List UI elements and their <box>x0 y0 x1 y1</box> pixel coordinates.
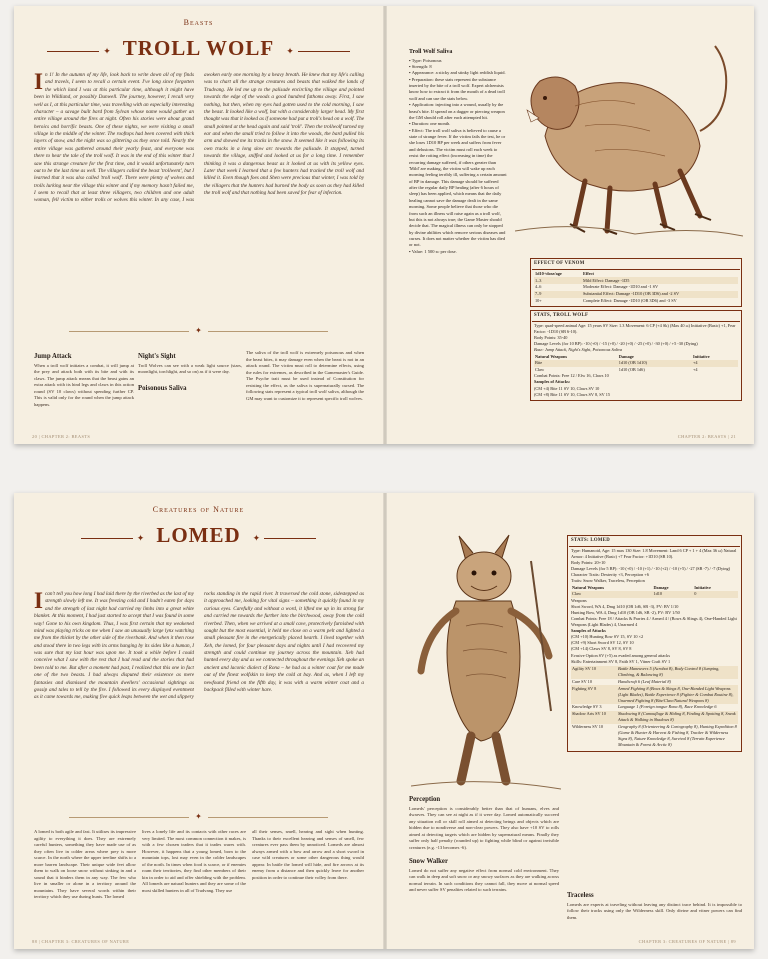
table-row <box>571 591 738 598</box>
troll-wolf-illustration <box>515 26 743 241</box>
stats-line: Body Points: 35-40 <box>534 334 568 340</box>
table-cell: Damage <box>653 584 669 590</box>
ability-jump-attack <box>34 350 134 408</box>
table-cell: Fighting SV 8 <box>571 685 617 704</box>
snow-walker-text: Lomed do not suffer any negative effect from normal cold environment. They can walk in deep and soft snow or any snowy surfaces as they are walking across normal terrain. In such conditions they cannot fall, they move at normal speed and never suffer SV penalties related to such terrains. <box>409 867 559 893</box>
intro-prose <box>34 588 364 807</box>
table-row <box>571 724 738 749</box>
table-cell: Agility SV 10 <box>571 666 617 679</box>
weapons-label: Weapons <box>571 597 587 603</box>
table-cell: Language 1 (Foreign tongue Rona 8), Race Knowledge 6 <box>618 704 717 710</box>
ability-text: When a troll wolf initiates a combat, it will jump at the prey and attack both with its bite and with its claws. The jump attack means that the beast gains an extra attack with its hind legs and claws in this action round (SV 10 claws) without spending further CP. This is valid only for the round when the jump attack happens. <box>34 362 134 407</box>
ability-nights-sight <box>138 350 242 394</box>
table-row <box>534 277 738 284</box>
page-title: LOMED <box>156 523 241 547</box>
stats-heading: STATS, TROLL WOLF <box>532 312 740 322</box>
page-20 <box>14 6 383 444</box>
weapon-line: Hunting Bow, WA 4, Dmg 1d10 (OB 1d6, SB -2), FV: BV 1/50 <box>571 609 680 615</box>
diamond-ornament-icon: ✦ <box>252 532 261 543</box>
table-cell: Damage <box>618 353 634 359</box>
table-cell: +4 <box>692 360 738 367</box>
page-21 <box>387 6 754 444</box>
saliva-item: • Preparation: these stats represent the substance inserted by the bite of a troll wolf. Expert alchemists know how to extract it from the mouth of a dead troll wolf and can use the stats below. <box>409 77 507 103</box>
traceless-text: Lomeds are experts at traveling without leaving any distinct trace behind. It is impossible to follow their tracks using only the Wilderness skill. Only divine and vitner powers can find them. <box>567 901 742 920</box>
page-89 <box>387 493 754 949</box>
table-cell: Armed Fighting 8 (Bows & Slings 8, One-Handed Light Weapons (Light Blades), Battle Experience 8 (Fighter & Combat Routine 8), Unarmed Fighting 8 (Bite/Claw/Natural Weapons 8) <box>617 685 738 704</box>
prose-col1: can't tell you how long I had laid there by the riverbed as the last of my strength slowly left me. It was freezing cold and I hadn't eaten for days and the strength of last night had carried my limbs into a great white blanket. At this moment, I had just started to accept that I was found in some way! Gone to his own kingdom. Thus, I was first certain that my weakened mind was playing tricks on me when I saw an unusually large lynx watching me from the thicket by the other side of the riverbank. And when it then rose and stood there in two legs with its arms hanging by its sides like a human, I was sure that my last hour was upon me. It took a while before I could conceive what I saw with the rest that I had read and the stories that had been told to me. But after a moment had past, I realized that this one in fact one of the two beasts. I had always disputed their existence as mere fantasies and dismissed the mountain dwellers' occasional sightings as gossip and tales to tell by the fire. I followed its every <box>34 591 194 693</box>
title-rule <box>81 538 133 539</box>
title-rule <box>264 538 316 539</box>
spread-lomed <box>14 493 754 949</box>
sample-line: Evasive Option SV (+5) as evaded among general attacks <box>571 652 670 658</box>
intro-prose <box>34 69 364 304</box>
stats-line: Traits: Snow Walker, Traceless, Perception <box>571 578 645 584</box>
table-cell: Natural Weapons <box>572 584 605 590</box>
stats-line: Type: Humanoid, Age: 15 max 130 Size: 1.8 Movement: Land 6 CP + 1 + 4 (Max 36 ω) Natural Armor: 4 Initiative (Basic) +7 Fear Factor: +1D10 (SB 10). <box>571 547 737 559</box>
stats-box <box>530 310 742 401</box>
prose-col2: He knew that my life's calling was to chart all the strange creatures and beasts that walked the lands of Trudvang. He led me up to the palisade encircling the village and pointed towards the edge of the woods a good hundred fathoms away. First, I saw nothing, but then, when my eyes had gotten used to the cold morning, I saw the beast. It looked like a wolf, but with a considerably larger head. My first thought was that it looked as if someone had put a troll's head on a wolf. The small pointed at the head again and said 'troll'. Then the trollwolf turned my ear and when the small tried to follow it into the woods, the bard pulled his arm and showed me its tracks in the snow. It seemed like it was following its own tracks in a long slow arc towards the palisade. It stopped, turned towards the village, sniffed and looked at us for a long time. I remember thinking it was a dangerous beast as it looked at us with its yellow eyes. Later that week I learned that a few hunters had tracked the troll wolf and killed it. Even though foes and Shen were precious that winter, I was told by the villagers that the hunters had burned the body as soon as they had killed the troll wolf and that nothing had been saved for fear of infection. <box>204 72 364 196</box>
table-cell: Shadowing 8 (Camouflage & Hiding 8, Finding & Spotting 8, Sneak Attack & Walking in Shadows 8) <box>617 711 738 724</box>
stats-line: Type: quad-speed animal Age: 15 years SV Size: 1.3 Movement: 6 CP (+4 Sk) (Max 40 ω) Initiative (Basic) +1, Fear Factor: -1D10 (SB 6-10). <box>534 322 736 334</box>
table-cell: 1–3 <box>534 277 582 284</box>
perception-title: Perception <box>409 796 441 803</box>
prose-col2: displayed eventment as it came towards me, making five quick leaps between the wet and slippery rocks standing in the rapid river. It traversed the cold stone, sidestepped as it approached me, looking for vital signs – something it quickly found in my curious eyes. Carefully and without a word, it lifted me up in its strong fur and carried me towards the further into the birchwood, away from the cold riverbed. Then, when we arrived at a small cave, protectively furnished with sought but the most essential, it held me close on a warm pelt and lighted a small pleasant fire in the energetically placed hearth. I lived together with Xeh, the lomed, for four pleasant days and nights until I had recovered my strength and could continue my journey across the mountain. Xeh had hunted every day and as we connected throughout the evenings Xeh spoke an ancient and laconic dialect of Rona – he had as a winter coat for me made out of the finest wolfskin to keep the cold at bay. And as, when I left my newfound friend on the fifth day, it was with a warm winter coat and a backpack filled with winter hare. <box>34 591 364 701</box>
section-divider <box>14 812 383 821</box>
ability-poisonous-saliva <box>246 350 364 402</box>
lomed-text-col3: all their senses, smell, hearing and sight when hunting. Thanks to their excellent hearing and senses of smell, few creatures ever pass them by unnoticed. Lomeds are almost always armed with a bow and arrow and a short sword in case wild creatures or some other dangerous thing would appear. In battle the lomed will hide, and fire arrows at its enemy from a distance and then quickly leave for another position in order to continue their volley from there. <box>252 829 364 880</box>
spread-troll-wolf <box>14 6 754 444</box>
table-cell: Substantial Effect: Damage -1D10 (OB 3D6) and -2 SV <box>582 291 738 298</box>
table-cell: Battle Maneuvers 5 (Acrobat 8), Body Control 8 (Jumping, Climbing, & Balancing 8) <box>617 666 738 679</box>
weapons-table <box>571 584 738 597</box>
table-cell: Care SV 10 <box>572 678 592 684</box>
table-row <box>571 584 738 591</box>
table-cell: Initiative <box>694 584 711 590</box>
ability-title: Night's Sight <box>138 353 176 360</box>
saliva-item: • Type: Poisonous <box>409 58 507 64</box>
saliva-list <box>409 58 507 256</box>
stats-line: Body Points: 20+10 <box>571 559 606 565</box>
skills-label: Skills: Entertainment SV 8, Faith SV 1, Vitner Craft SV 1 <box>571 658 671 664</box>
weapons-table <box>534 353 738 373</box>
table-row <box>571 704 738 711</box>
table-row <box>534 291 738 298</box>
prose-col1: n 1! In the autumn of my life, look back to write down all of my finds and travels, I seem to recall a certain event. I've long since forgotten the which land I was at this particular time, although it might have been in Wildland, or possibly Dunwell. The journey, however, I recall very well as I, at this particular time, was travelling with an especially interesting character – a savage built bard from Sylvan whose name would gather an entire village around the fires at night. Often his stories were about grand heroics and horrific beasts. One of these nights, we were visiting a small village in the middle of the winter. The rooftops had been covered with thick layers of snow, and the night was so glittering as they once told. Nearly the entire village was gathered around their yearly feast, and everyone was there to hear the tale of the troll wolf. It was in the end of this winter that I saw this strange creature for the first time, and it would unfortunately turn out to be the last time as well. The villagers called the beast 'trollwent', but I learned that it was also called 'troll wolf'. There were plenty of wolves and trolls lurking near the village this winter and if my memory hasn't failed me, I seem to recall that at least three villagers, two children and one adult woman, fell victim to either trolls or wolves this winter. In any case, I was awoken early one morning by a heavy breath. <box>34 72 301 204</box>
traceless-section <box>567 889 742 921</box>
table-row <box>534 367 738 374</box>
sample-line: (CM +8) Bite 11 SV 10, Claws SV 8, SV 15 <box>534 391 611 397</box>
perception-section <box>409 793 559 894</box>
table-cell: 1d10 (OB 1d10) <box>618 360 692 367</box>
table-cell: 0 <box>693 591 738 598</box>
diamond-ornament-icon: ✦ <box>103 45 111 56</box>
table-cell: Initiative <box>692 353 710 359</box>
venom-table-heading: EFFECT OF VENOM <box>532 260 740 270</box>
diamond-ornament-icon: ✦ <box>286 45 294 56</box>
title-rule <box>298 51 350 52</box>
venom-table <box>534 271 738 304</box>
title-row <box>14 36 383 61</box>
table-cell: Knowledge SV 3 <box>572 704 602 710</box>
saliva-sidebar <box>409 48 507 255</box>
stats-line: Damage Levels (for 10 BP): -10 (+0) / -15 (+0) / -20 (+0) / -25 (+0) / -30 (+0) / +5 -30 (Dying) <box>534 341 698 347</box>
combat-points: Combat Points: Free 12 / Efw 16, Claws 10 <box>534 373 609 379</box>
section-divider <box>14 326 383 335</box>
table-cell: Claw <box>571 591 652 598</box>
stats-heading: STATS: LOMED <box>569 537 740 547</box>
ability-title: Poisonous Saliva <box>138 384 187 392</box>
stats-line: Base: Jump Attack, Night's Sight, Poisonous Saliva <box>534 347 623 353</box>
table-cell: Wilderness SV 10 <box>572 723 604 729</box>
lomed-text-col2: lives a lonely life and its contacts with other races are very limited. The most common connection it makes, is with a few chosen traders that it trades wares with. However, it happens that a young lomed, born to the mountain tops, lost may even in the colder landscapes of the north. In times when food is scarce, or if enemies roam their territories, they find other members of their kin in order to aid and offer shielding with the problem. All lomeds are natural hunters and they are some of the most skilled hunters in all of Trudvang. They use <box>142 829 246 893</box>
perception-text: Lomeds' perception is considerably better than that of humans, elves and dwarves. They can see at night as if it were day. Lomed automatically succeed any situation roll or skill roll aimed at detecting beings and objects which are hidden due to nondiverse and non-clear powers. They also have +10 SV to rolls aimed at detecting targets which are hidden by supernatural means. Finally they suffer only half penalty (rounded up) to fighting while blind or against invisible creatures (e.g. -13 becomes -6). <box>409 805 559 850</box>
combat-points: Combat Points: Free 18 / Attacks & Parries 4 / Armed 4 / (Bows & Slings 4), One-Handed Light Weapons (Light Blades) 4, Unarmed 4 <box>571 616 737 628</box>
table-cell: 10+ <box>535 297 542 303</box>
samples-title: Samples of Attacks <box>571 628 606 634</box>
table-row <box>571 685 738 704</box>
weapon-line: Short Sword, WA 4, Dmg 1d10 (OB 1d6, SB -3), FV: BV 1/10 <box>571 603 679 609</box>
table-row <box>534 284 738 291</box>
saliva-title: Troll Wolf Saliva <box>409 49 453 55</box>
table-cell: Bite <box>534 360 618 367</box>
snow-walker-title: Snow Walker <box>409 858 448 866</box>
venom-col-header: Effect <box>583 271 594 277</box>
page-title: TROLL WOLF <box>122 36 275 60</box>
saliva-item: • Effect: The troll wolf saliva is believed to cause a state of strange fever. If the victim fails the test, he or she loses 1D10 BP per week and suffers from fever and delusions. The victim must roll each week to resist the rotting effect (increasing in time) the recurring damage suffered, if others greater than 'Mild' are making, the victim will wake up each morning feeling terribly ill, suffering a certain amount of BP in damage. This damage should be suffered after the regular daily BP healing (after 6 hours of sleep) has been applied, which means that the daily healing cannot save the damage dealt in the same morning. Some people believe that those who die from such an illness will raise again as a troll wolf, but this is not always true; the Game Master should decide that. The magical illness can only be stopped by divine abilities which remove serious diseases and curses. It does not matter whether the victim has died or not. <box>409 128 507 249</box>
sample-line: (CM +9) Short Sword SV 12, SV 10 <box>571 640 634 646</box>
sample-line: (CM +4) Bite 11 SV 10, Claws SV 10 <box>534 385 600 391</box>
page-footer: 20 | CHAPTER 2: BEASTS <box>32 434 91 439</box>
table-cell: 7–9 <box>534 291 582 298</box>
table-cell: +4 <box>692 366 698 372</box>
page-footer: CHAPTER 3: CREATURES OF NATURE | 89 <box>638 939 736 944</box>
table-row <box>534 353 738 360</box>
saliva-item: • Duration: one month. <box>409 121 507 127</box>
saliva-item: • Strength: 8 <box>409 64 507 70</box>
table-row <box>534 360 738 367</box>
diamond-ornament-icon: ✦ <box>195 326 202 335</box>
table-cell: Claw <box>535 366 545 372</box>
lomed-illustration <box>411 531 561 793</box>
page-footer: CHAPTER 2: BEASTS | 21 <box>677 434 736 439</box>
diamond-ornament-icon: ✦ <box>136 532 145 543</box>
table-cell: Natural Weapons <box>535 353 568 359</box>
table-cell: 4–6 <box>535 284 542 290</box>
table-row <box>571 679 738 686</box>
diamond-ornament-icon: ✦ <box>195 812 202 821</box>
drop-cap: I <box>34 588 43 613</box>
ability-text: Troll Wolves can see with a weak light source (stars, moonlight, torchlight, and so on) as if it were day. <box>138 362 242 375</box>
table-row <box>571 666 738 679</box>
title-rule <box>47 51 99 52</box>
samples-title: Samples of Attacks: <box>534 379 571 385</box>
page-88 <box>14 493 383 949</box>
table-cell: 1d10 (OB 1d6) <box>618 366 645 372</box>
venom-table-box <box>530 258 742 307</box>
lomed-stats-box <box>567 535 742 752</box>
lomed-text-col1: A lomed is both agile and fast. It utilises its impressive agility to everything it does. They are extremely careful hunters, something they have made use of as they often live in colder areas where prey is more scarce. In the north where the upper treeline shifts to a more barren landscape. Their unique wide feet allow them to walk on loose snow without sinking in and a sound that it hinders them in any way. The few who live in smaller or alone in a territory around the mountains. They have several words within their territory which they use during hunts. The lomed <box>34 829 136 900</box>
sample-line: (CM +10) Hunting Bow SV 15, SV 10 ×2 <box>571 634 644 640</box>
stats-line: Damage Levels (for 5 BP): -10 (+0) / -10 (+1) / -10 (+2) / -10 (+5) / -27 (SB -7) / -7 (Dying) <box>571 566 731 572</box>
drop-cap: I <box>34 69 43 94</box>
saliva-item: • Value: 1 500 sc per dose. <box>409 249 507 255</box>
ability-text: The saliva of the troll wolf is extremely poisonous and when the beast bites, it may damage even when the beast is not in an attack round. The victim must roll to determine effects, using the rules for extremes, as described in the Gamemaster's Guide. The Psyche trait must be used instead of Constitution for resisting the effect, as the saliva is supernaturally cursed. The following stats represent a typical troll wolf saliva, although the GM may want to customize it to represent specific troll wolves. <box>246 350 364 401</box>
venom-col-header: 1d10+dose/age <box>535 271 562 277</box>
skills-table <box>571 666 738 749</box>
traceless-title: Traceless <box>567 892 594 899</box>
section-label: Creatures of Nature <box>152 505 245 514</box>
table-cell: Shadow Arts SV 10 <box>571 711 617 724</box>
stats-line: Character Traits: Dexterity +3, Perception +6 <box>571 572 649 578</box>
saliva-item: • Appearance: a sticky and stinky light reddish liquid. <box>409 70 507 76</box>
page-footer: 88 | CHAPTER 3: CREATURES OF NATURE <box>32 939 130 944</box>
table-row <box>534 298 738 305</box>
table-cell: 1d10 <box>652 591 693 598</box>
sample-line: (CM +14) Claws SV 8, SV 8, SV 8 <box>571 646 632 652</box>
table-row <box>571 711 738 724</box>
title-row <box>14 523 383 548</box>
section-label: Beasts <box>183 18 214 27</box>
saliva-item: • Application: injecting into a wound, usually by the beast's bite. If spread on a dagger or piercing weapon the GM should roll after each attempted hit. <box>409 102 507 121</box>
table-cell: Complete Effect: Damage -1D10 (OB 3D6) and -3 SV <box>583 297 677 303</box>
ability-title: Jump Attack <box>34 353 72 360</box>
table-cell: Mild Effect: Damage -1D5 <box>582 277 738 284</box>
table-cell: Geography 8 (Orienteering & Cartography 8), Hunting Expedition 8 (Game & Hunter & Harvest & Fishing 8, Tracker & Wilderness Signs 8), Nature Knowledge 8, Survival 8 (Terrain Experience Mountain & Forest & Arctic 8) <box>618 723 737 748</box>
table-cell: Moderate Effect: Damage -1D10 and -1 SV <box>583 284 659 290</box>
table-cell: Handicraft 6 (Leaf Material 8) <box>618 678 671 684</box>
